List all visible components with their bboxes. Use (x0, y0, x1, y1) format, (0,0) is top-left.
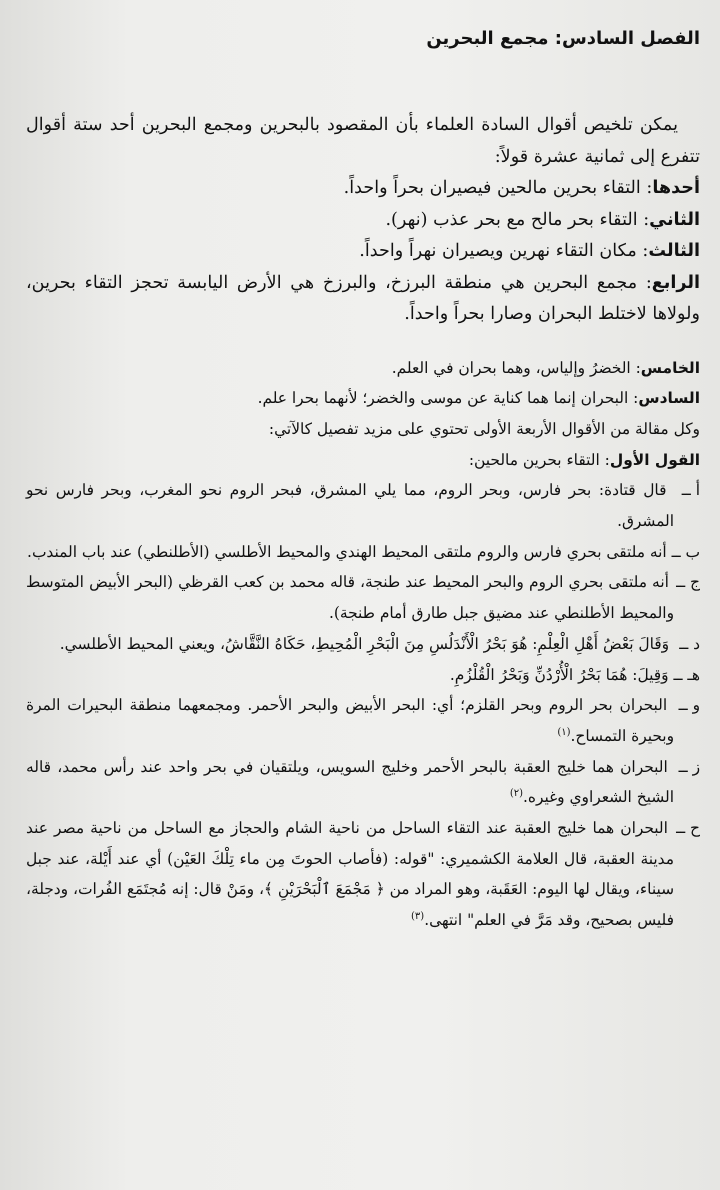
item-b-text: أنه ملتقى بحري فارس والروم ملتقى المحيط الهندي والمحيط الأطلسي (الأطلنطي) عند باب المندب. (27, 542, 667, 561)
item-g-label: ز ــ (678, 757, 700, 776)
chapter-separator: : (548, 28, 562, 49)
item-e-text: وَقِيلَ: هُمَا بَحْرُ الْأُرْدُنِّ وَبَحْرُ الْقُلْزُمِ. (449, 665, 669, 684)
saying-4 (26, 268, 700, 331)
list-item (26, 660, 700, 691)
saying-2 (26, 205, 700, 237)
saying-1 (26, 173, 700, 205)
detail-intro: وكل مقالة من الأقوال الأربعة الأولى تحتوي على مزيد تفصيل كالآتي: (268, 419, 700, 438)
detail-block (26, 353, 700, 936)
saying-2-key: الثاني (649, 209, 700, 230)
saying-1-text: : التقاء بحرين مالحين فيصيران بحراً واحداً. (343, 178, 653, 198)
footnote-ref-1: (١) (557, 726, 571, 738)
first-saying-key: القول الأول (609, 450, 700, 469)
item-a-label: أ ــ (681, 481, 700, 500)
saying-5-text: : الخضرُ وإلياس، وهما بحران في العلم. (391, 358, 641, 377)
footnote-ref-3: (٣) (411, 911, 425, 923)
chapter-label: الفصل السادس (561, 28, 700, 49)
item-f-label: و ــ (678, 696, 700, 715)
saying-5-key: الخامس (640, 358, 700, 377)
intro-paragraph: يمكن تلخيص أقوال السادة العلماء بأن المقصود بالبحرين ومجمع البحرين أحد ستة أقوال تتفرع إلى ثمانية عشرة قولاً: (26, 115, 700, 167)
item-f-text: البحران بحر الروم وبحر القلزم؛ أي: البحر الأبيض والبحر الأحمر. ومجمعهما منطقة البحيرات المرة وبحيرة التمساح. (26, 696, 674, 745)
list-item (26, 475, 700, 536)
item-h-label: ح ــ (676, 819, 700, 838)
saying-6-key: السادس (638, 389, 700, 408)
item-h-text: البحران هما خليج العقبة عند التقاء الساحل من ناحية الشام والحجاز مع الساحل من ناحية مصر عند مدينة العقبة، قال العلامة الكشميري: "قوله: (فأصاب الحوتَ مِن ماء تِلْكَ العَيْن) أي عند أَيْلة، عند جبل سيناء، ويقال لها اليوم: العَقَبة، وهو المراد من ﴿ مَجْمَعَ ٱلْبَحْرَيْنِ ﴾، ومَنْ قال: إنه مُجتَمَع الفُرات، ودجلة، فليس بصحيح، وقد مَرَّ في العلم" انتهى. (25, 819, 674, 930)
item-e-label: هـ ــ (673, 665, 700, 684)
saying-1-key: أحدها (652, 178, 700, 198)
list-item (26, 629, 700, 660)
saying-6-text: : البحران إنما هما كناية عن موسى والخضر؛ لأنهما بحرا علم. (257, 389, 639, 408)
saying-3-key: الثالث (648, 241, 700, 261)
list-item (26, 690, 700, 751)
item-d-label: د ــ (679, 634, 700, 653)
saying-2-text: : التقاء بحر مالح مع بحر عذب (نهر). (385, 209, 650, 230)
item-d-text: وَقَالَ بَعْضُ أَهْلِ الْعِلْمِ: هُوَ بَحْرُ الْأَنْدَلُسِ مِنَ الْبَحْرِ الْمُحِيطِ، حَكَاهُ النَّقَّاشُ، ويعني المحيط الأطلسي. (59, 634, 670, 653)
saying-4-text: : مجمع البحرين هي منطقة البرزخ، والبرزخ هي الأرض اليابسة تحجز التقاء بحرين، ولولاها لاختلط البحران وصارا بحراً واحداً. (26, 272, 700, 324)
footnote-ref-2: (٢) (509, 788, 523, 800)
saying-6 (26, 383, 700, 414)
item-c-label: ج ــ (676, 573, 700, 592)
list-item (26, 537, 700, 568)
item-b-label: ب ــ (671, 542, 700, 561)
chapter-title (26, 24, 700, 64)
saying-5 (26, 353, 700, 384)
item-a-text: قال قتادة: بحر فارس، وبحر الروم، مما يلي المشرق، فبحر الروم نحو المغرب، وبحر فارس نحو المشرق. (26, 481, 674, 531)
chapter-topic: مجمع البحرين (426, 28, 549, 49)
saying-4-key: الرابع (651, 272, 700, 293)
item-g-text: البحران هما خليج العقبة بالبحر الأحمر وخليج السويس، ويلتقيان في بحر واحد عند رأس محمد، قاله الشيخ الشعراوي وغيره. (26, 757, 674, 807)
saying-3 (26, 236, 700, 268)
first-saying-text: : التقاء بحرين مالحين: (468, 450, 610, 469)
list-item (26, 567, 700, 628)
main-sayings-block (26, 110, 700, 331)
page-content (26, 14, 700, 1180)
saying-3-text: : مكان التقاء نهرين ويصيران نهراً واحداً. (359, 241, 649, 261)
list-item (26, 752, 700, 813)
first-saying-heading (26, 445, 700, 476)
item-c-text: أنه ملتقى بحري الروم والبحر المحيط عند طنجة، قاله محمد بن كعب القرظي (البحر الأبيض المتوسط والمحيط الأطلنطي عند مضيق جبل طارق أمام طنجة). (26, 573, 674, 623)
list-item (26, 813, 700, 936)
